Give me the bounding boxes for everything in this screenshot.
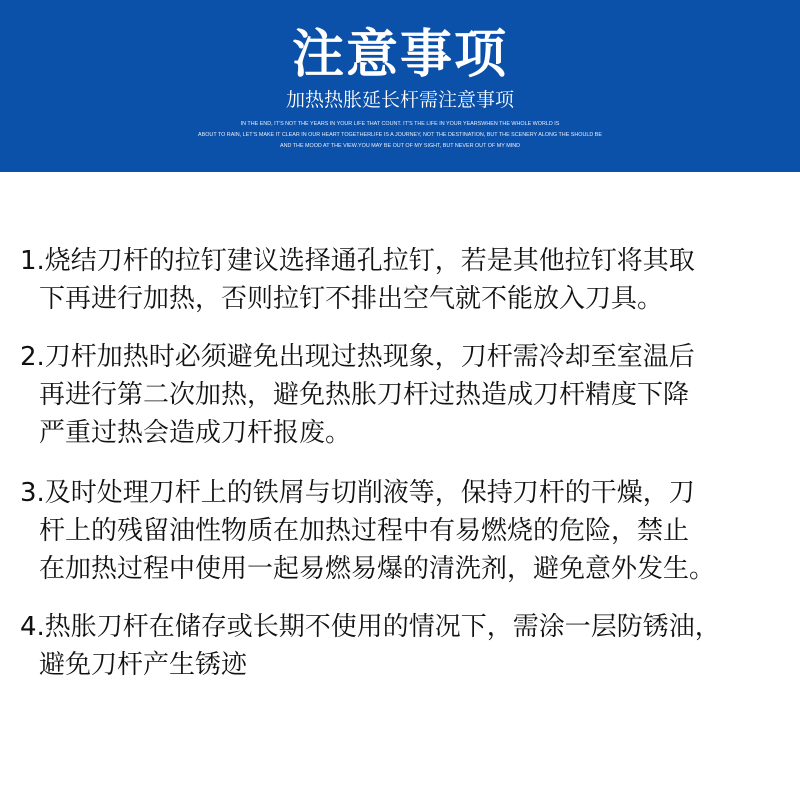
- note-line: 下再进行加热，否则拉钉不排出空气就不能放入刀具。: [39, 284, 664, 314]
- english-line: ABOUT TO RAIN, LET’S MAKE IT CLEAR IN OUR HEART TOGETHERLIFE IS A JOURNEY, NOT THE DESTINATION, BUT THE SCENERY ALONG THE SHOULD BE: [198, 132, 602, 138]
- english-line: IN THE END, IT’S NOT THE YEARS IN YOUR LIFE THAT COUNT. IT’S THE LIFE IN YOUR YEARSWHEN THE WHOLE WORLD IS: [240, 121, 560, 127]
- note-line: 4.热胀刀杆在储存或长期不使用的情况下，需涂一层防锈油，: [20, 612, 721, 642]
- page-title: 注意事项: [291, 25, 508, 85]
- note-item-1: [20, 242, 790, 318]
- note-line: 严重过热会造成刀杆报废。: [39, 418, 352, 448]
- note-line: 杆上的残留油性物质在加热过程中有易燃烧的危险，禁止: [39, 516, 690, 546]
- header-banner: [0, 0, 800, 172]
- english-line: AND THE MOOD AT THE VIEW.YOU MAY BE OUT OF MY SIGHT, BUT NEVER OUT OF MY MIND: [279, 143, 520, 149]
- note-line: 在加热过程中使用一起易燃易爆的清洗剂，避免意外发生。: [39, 554, 716, 584]
- note-line: 1.烧结刀杆的拉钉建议选择通孔拉钉，若是其他拉钉将其取: [20, 246, 695, 276]
- note-line: 避免刀杆产生锈迹: [39, 650, 248, 680]
- note-line: 再进行第二次加热，避免热胀刀杆过热造成刀杆精度下降: [39, 380, 690, 410]
- note-item-3: [20, 474, 790, 588]
- note-line: 3.及时处理刀杆上的铁屑与切削液等，保持刀杆的干燥，刀: [20, 478, 695, 508]
- page-subtitle: 加热热胀延长杆需注意事项: [285, 89, 514, 111]
- note-item-2: [20, 338, 790, 452]
- note-line: 2.刀杆加热时必须避免出现过热现象，刀杆需冷却至室温后: [20, 342, 695, 372]
- decorative-english-text: [0, 119, 800, 152]
- note-item-4: [20, 608, 790, 684]
